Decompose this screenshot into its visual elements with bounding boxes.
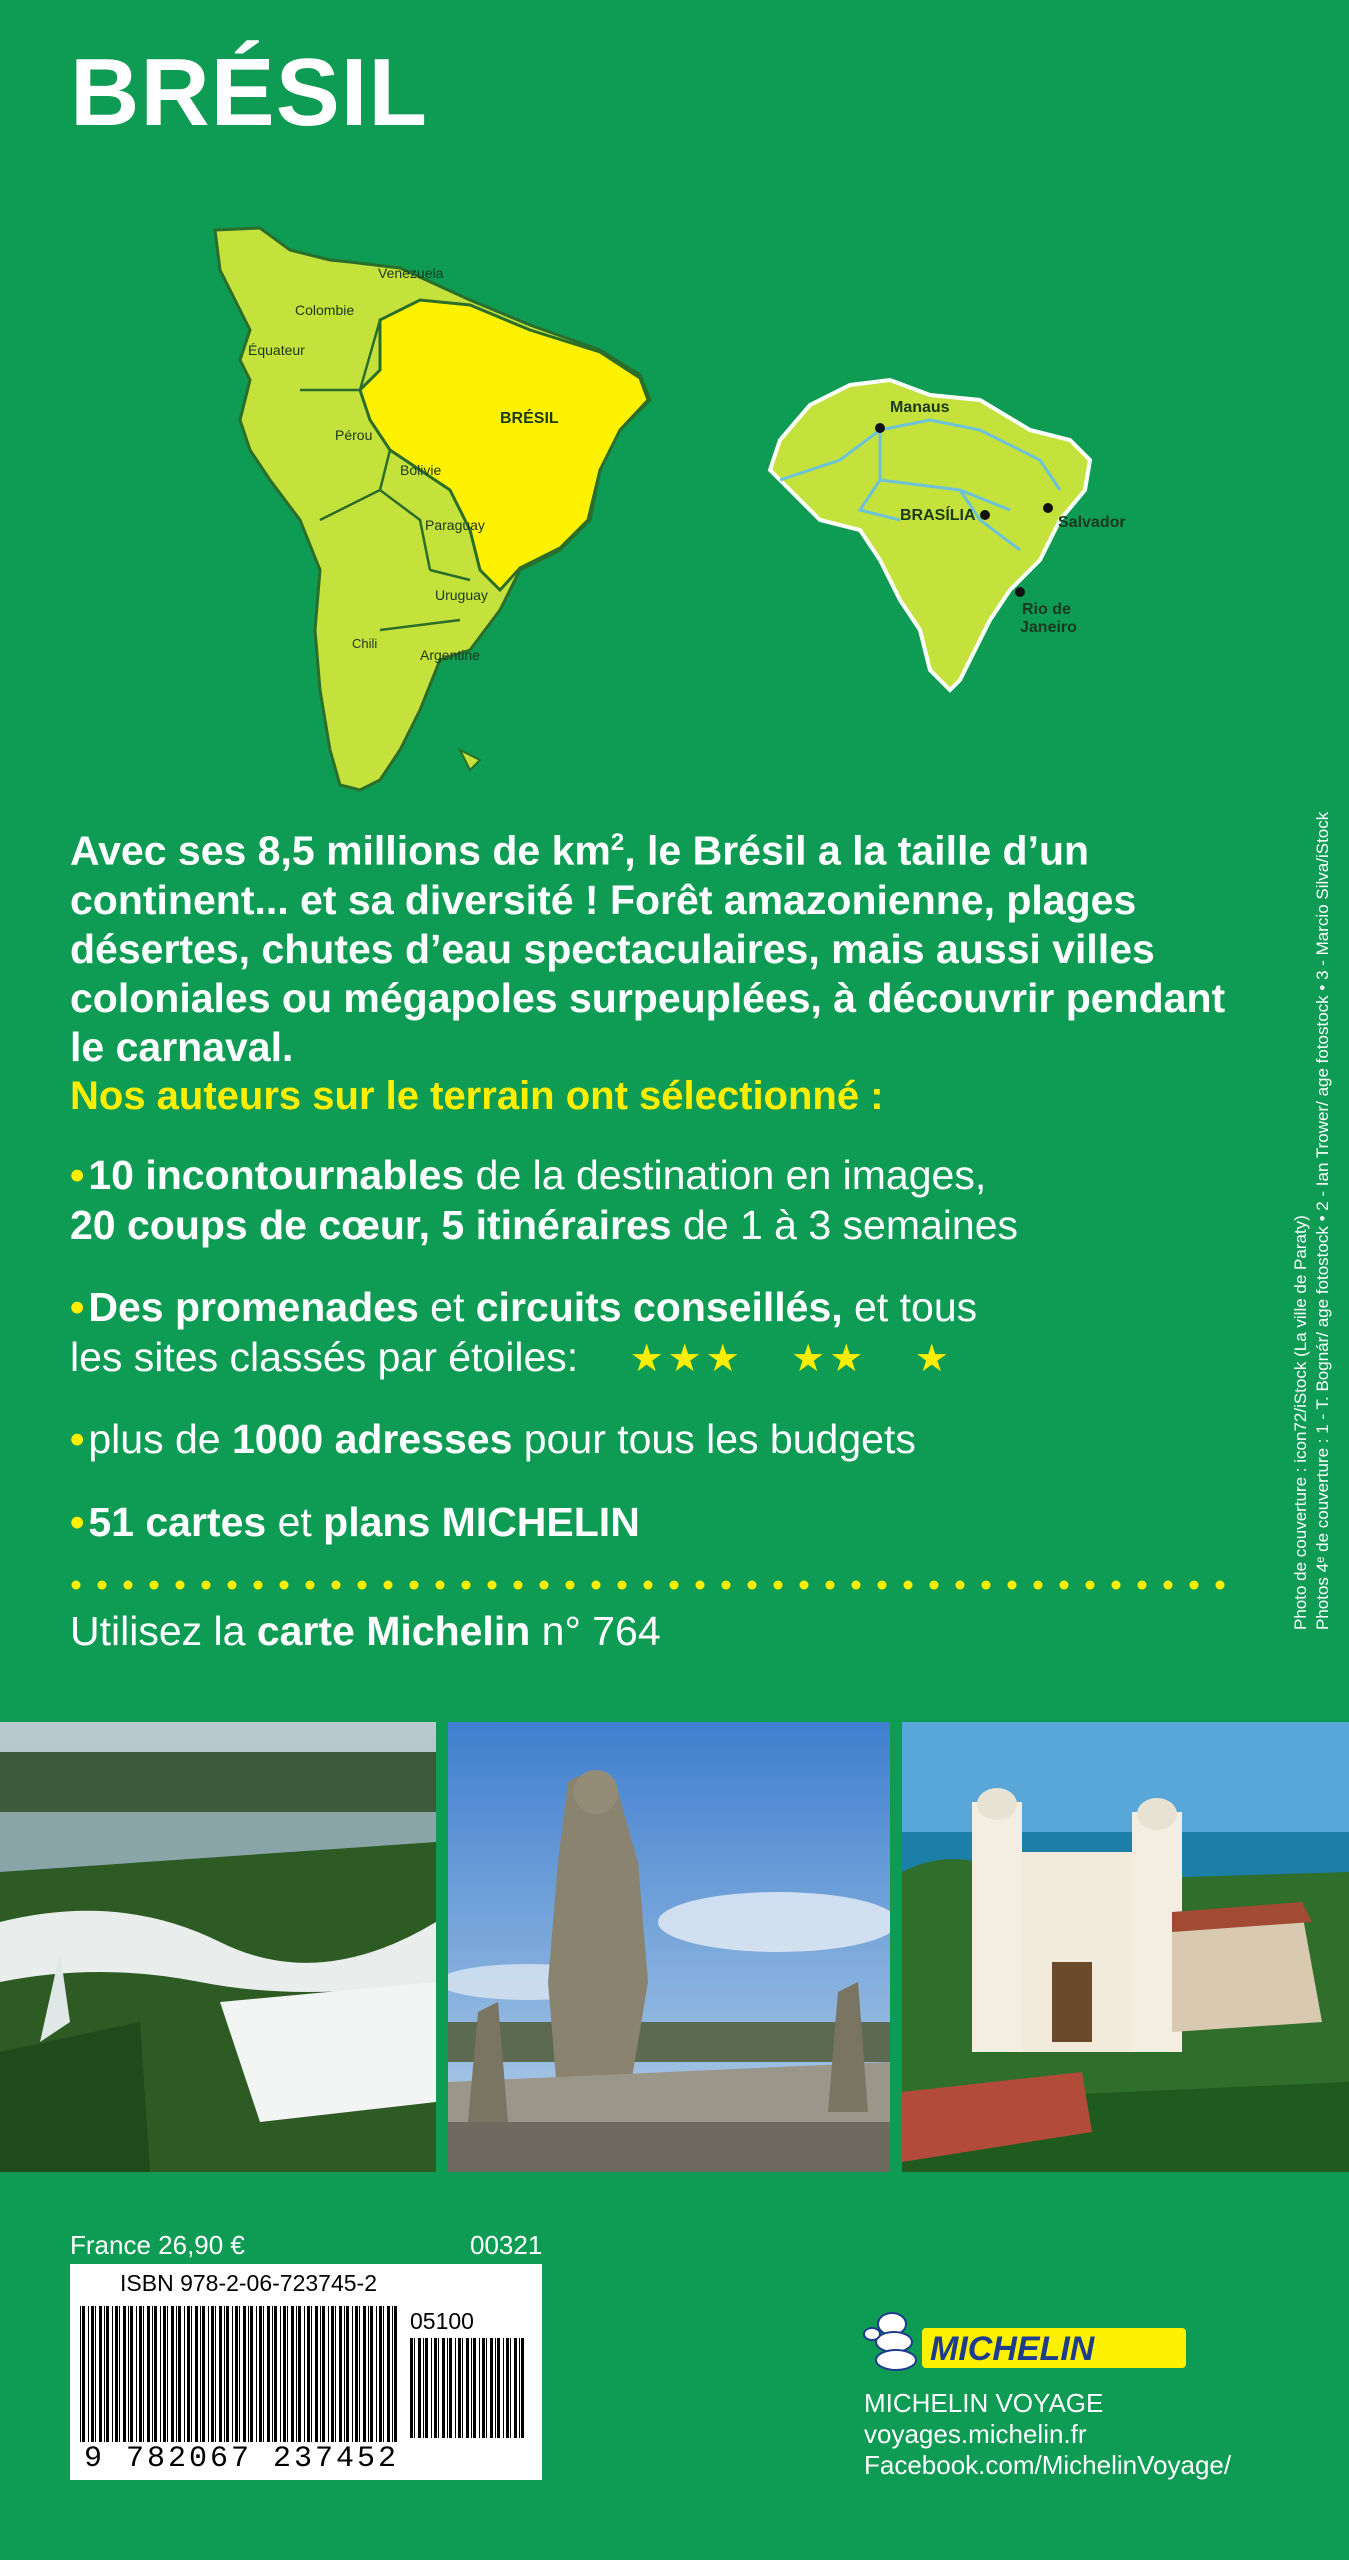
bullet-cartes: •51 cartes et plans MICHELIN [70, 1499, 640, 1545]
barcode-bars [80, 2306, 400, 2442]
ean-number: 9 782067 237452 [84, 2442, 400, 2476]
michelin-logo [862, 2304, 1192, 2374]
barcode [70, 2264, 542, 2480]
isbn-text: ISBN 978-2-06-723745-2 [120, 2270, 377, 2296]
bullet-promenades: •Des promenades et circuits conseillés, et tous les sites classés par étoiles: ★★★ ★★ ★ [70, 1284, 978, 1380]
svg-text:Uruguay: Uruguay [435, 587, 488, 603]
one-star-icon: ★ [914, 1338, 953, 1380]
bullet-dot-icon: • [70, 1416, 85, 1462]
addon-barcode-bars [410, 2338, 530, 2438]
svg-text:Colombie: Colombie [295, 302, 355, 318]
svg-text:BRASÍLIA: BRASÍLIA [900, 507, 976, 524]
svg-text:Paraguay: Paraguay [425, 517, 485, 533]
svg-text:Argentine: Argentine [420, 647, 480, 663]
svg-text:Chili: Chili [352, 636, 378, 651]
bullet-dot-icon: • [70, 1499, 85, 1545]
svg-text:Rio de: Rio de [1022, 601, 1071, 618]
bullet-incontournables: •10 incontournables de la destination en images, 20 coups de cœur, 5 itinéraires de 1 à 3 semaines [70, 1152, 1019, 1248]
brazil-map [770, 380, 1126, 690]
three-stars-icon: ★★★ [629, 1338, 744, 1380]
south-america-map [215, 228, 650, 790]
svg-text:Salvador: Salvador [1058, 514, 1126, 531]
svg-text:Manaus: Manaus [890, 399, 950, 416]
carte-michelin-line: Utilisez la carte Michelin n° 764 [70, 1608, 661, 1654]
maps-illustration [0, 190, 1349, 810]
bullet-dot-icon: • [70, 1284, 85, 1330]
svg-text:Bolivie: Bolivie [400, 462, 442, 478]
publisher-name: MICHELIN VOYAGE [864, 2388, 1104, 2418]
website-link[interactable]: voyages.michelin.fr [864, 2419, 1087, 2449]
product-code: 00321 [470, 2230, 543, 2260]
photo-colonial-church [902, 1722, 1349, 2172]
two-stars-icon: ★★ [791, 1338, 868, 1380]
photo-statue [448, 1722, 890, 2172]
svg-text:MICHELIN: MICHELIN [930, 2330, 1095, 2368]
svg-text:Équateur: Équateur [248, 342, 305, 358]
svg-text:BRÉSIL: BRÉSIL [500, 410, 559, 427]
svg-text:Janeiro: Janeiro [1020, 619, 1077, 636]
bullet-adresses: •plus de 1000 adresses pour tous les budgets [70, 1416, 916, 1462]
bibendum-icon [864, 2313, 916, 2370]
book-title: BRÉSIL [70, 39, 429, 146]
bullet-dot-icon: • [70, 1152, 85, 1198]
price: France 26,90 € [70, 2230, 245, 2260]
photo-iguazu-falls [0, 1722, 436, 2172]
addon-code: 05100 [410, 2308, 474, 2334]
photo-credits: Photo de couverture : icon72/iStock (La ville de Paraty) Photos 4ᵉ de couverture : 1 - T. Bognár/ age fotostock • 2 - Ian Trower/ age fotostock • 3 - Marcio Silva/iStock [1291, 811, 1332, 1630]
svg-text:Venezuela: Venezuela [378, 265, 444, 281]
intro-paragraph: Avec ses 8,5 millions de $km^2$, le Brésil a la taille d’un continent... et sa diversité ! Forêt amazonienne, plages désertes, chutes d’eau spectaculaires, mais aussi villes coloniales ou mégapoles surpeuplées, à découvrir pendant le carnaval. [70, 827, 1226, 1070]
facebook-link[interactable]: Facebook.com/MichelinVoyage/ [864, 2450, 1232, 2480]
svg-text:Pérou: Pérou [335, 427, 373, 443]
michelin-voyage-info [864, 2388, 1231, 2481]
dotted-separator [70, 1578, 1230, 1592]
selection-heading: Nos auteurs sur le terrain ont sélectionné : [70, 1074, 884, 1118]
